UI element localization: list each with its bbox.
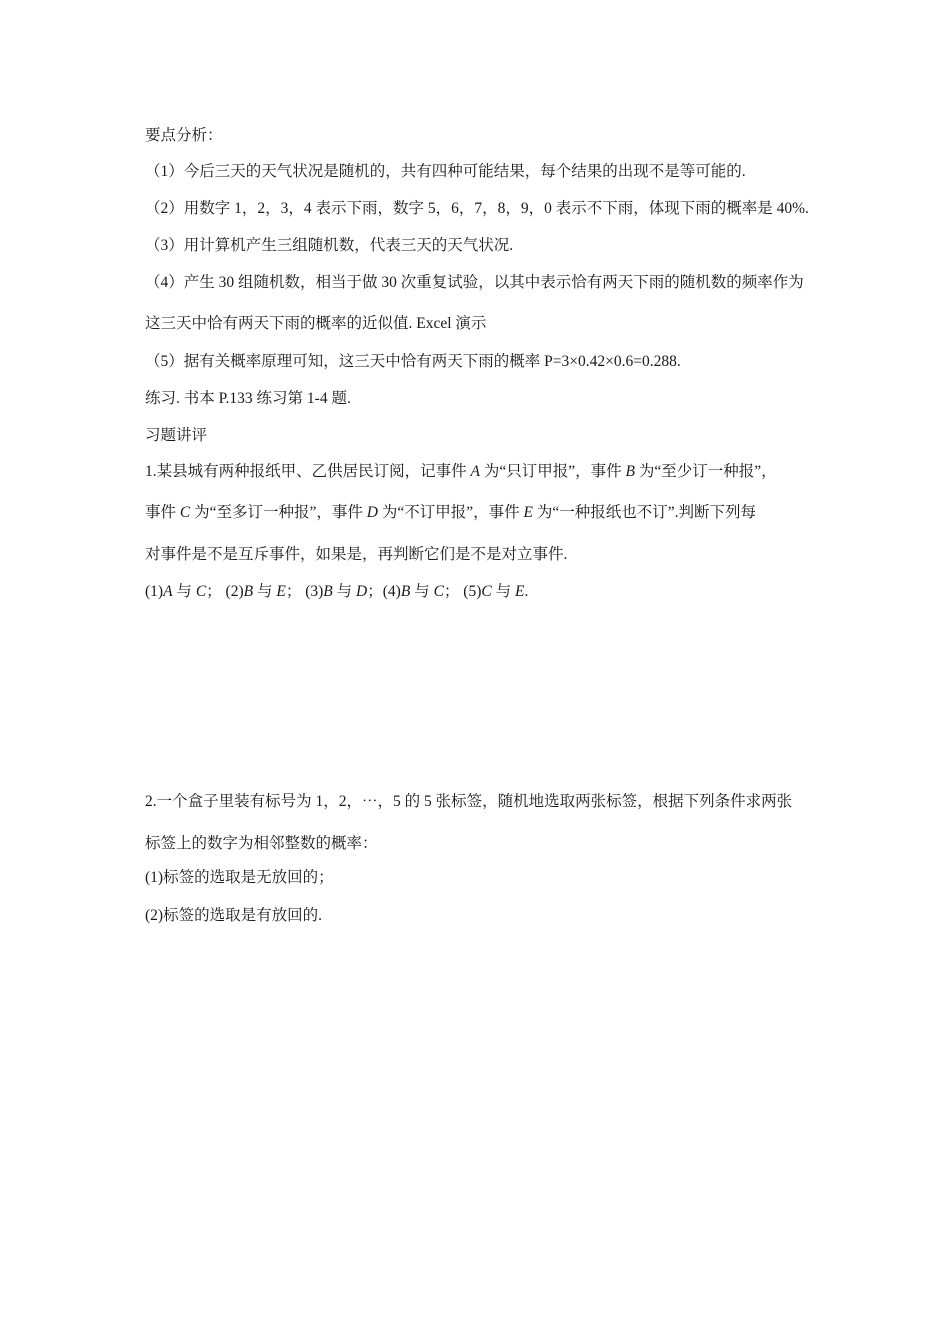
text: 与: [253, 583, 277, 600]
event-a: A: [470, 463, 480, 480]
text: 1.某县城有两种报纸甲、乙供居民订阅，记事件: [145, 463, 471, 480]
text: 与: [410, 583, 434, 600]
part-label: (5): [463, 583, 482, 600]
practice-line: 练习. 书本 P.133 练习第 1-4 题.: [145, 390, 351, 407]
point-1: （1）今后三天的天气状况是随机的，共有四种可能结果，每个结果的出现不是等可能的.: [145, 163, 746, 180]
event: C: [481, 583, 492, 600]
part-label: (3): [305, 583, 324, 600]
event-c: C: [179, 504, 191, 521]
event: B: [243, 583, 254, 600]
point-4-continued: 这三天中恰有两天下雨的概率的近似值. Excel 演示: [145, 315, 487, 332]
event: A: [163, 583, 173, 600]
question-2-part-1: (1)标签的选取是无放回的；: [145, 869, 334, 886]
event: B: [323, 583, 333, 600]
event: C: [433, 583, 444, 600]
question-1-line-1: [145, 462, 777, 482]
event: E: [514, 583, 525, 600]
text: 事件: [145, 504, 180, 521]
text: 为“不订甲报”，事件: [377, 504, 524, 521]
part-label: (2): [225, 583, 244, 600]
question-2-line-1: 2.一个盒子里装有标号为 1，2，⋯，5 的 5 张标签，随机地选取两张标签，根据下列条件求两张: [145, 793, 793, 810]
text: 与: [332, 583, 357, 600]
question-2-part-2: (2)标签的选取是有放回的.: [145, 907, 322, 924]
question-1-parts: [145, 582, 528, 602]
point-3: （3）用计算机产生三组随机数，代表三天的天气状况.: [145, 237, 514, 254]
review-heading: 习题讲评: [145, 427, 208, 444]
text: ；: [443, 583, 464, 600]
point-5: （5）据有关概率原理可知，这三天中恰有两天下雨的概率 P=3×0.42×0.6=0.288.: [145, 353, 681, 370]
text: 为“至多订一种报”，事件: [190, 504, 367, 521]
question-2-line-2: 标签上的数字为相邻整数的概率：: [145, 835, 378, 852]
question-1-line-3: 对事件是不是互斥事件，如果是，再判断它们是不是对立事件.: [145, 546, 568, 563]
section-heading: 要点分析：: [145, 127, 223, 144]
event: D: [356, 583, 368, 600]
text: 为“一种报纸也不订”.判断下列每: [532, 504, 756, 521]
part-label: (1): [145, 583, 164, 600]
event-e: E: [523, 504, 533, 521]
event-b: B: [625, 463, 635, 480]
text: ；: [285, 583, 306, 600]
text: .: [524, 583, 529, 600]
text: 与: [172, 583, 196, 600]
point-4: （4）产生 30 组随机数，相当于做 30 次重复试验，以其中表示恰有两天下雨的随机数的频率作为: [145, 274, 804, 291]
text: ；: [206, 583, 226, 600]
question-1-line-2: [145, 503, 756, 523]
event: B: [400, 583, 411, 600]
point-2: （2）用数字 1，2，3，4 表示下雨，数字 5，6，7，8，9，0 表示不下雨，体现下雨的概率是 40%.: [145, 200, 809, 217]
text: 为“只订甲报”，事件: [479, 463, 626, 480]
text: ；: [367, 583, 383, 600]
text: 为“至少订一种报”，: [634, 463, 777, 480]
event: C: [195, 583, 207, 600]
event-d: D: [366, 504, 378, 521]
event: E: [276, 583, 286, 600]
text: 与: [491, 583, 515, 600]
part-label: (4): [382, 583, 401, 600]
